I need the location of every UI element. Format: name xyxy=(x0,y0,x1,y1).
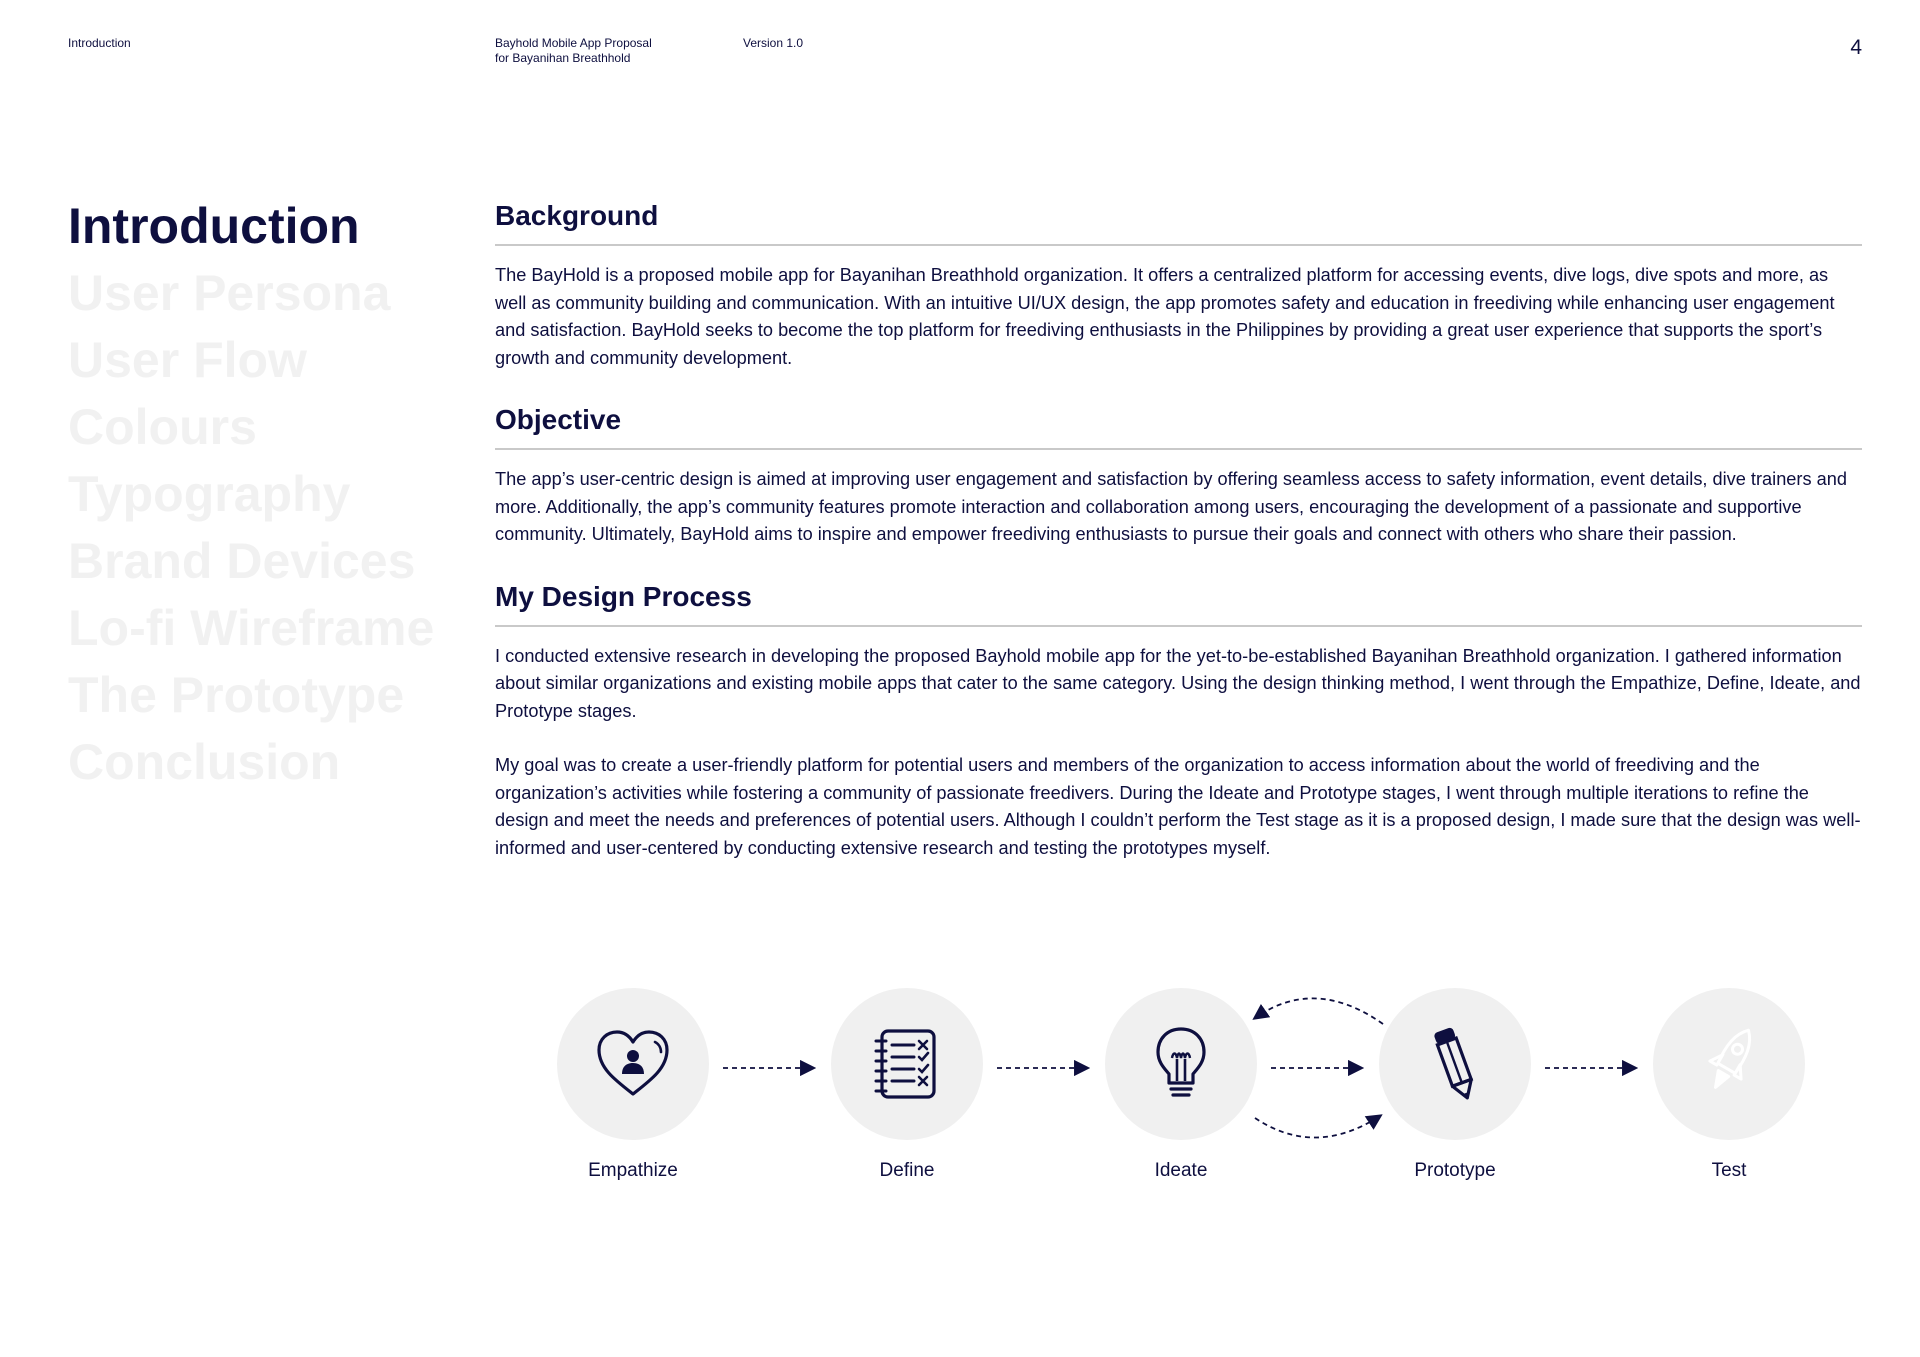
toc-item-conclusion[interactable]: Conclusion xyxy=(68,734,341,790)
design-process-body-1: I conducted extensive research in developing the proposed Bayhold mobile app for the yet-to-be-established Bayanihan Breathhold organization. I gathered information about similar organizations and existing mobile apps that cater to the same category. Using the design thinking method, I went through the Empathize, Define, Ideate, and Prototype stages. xyxy=(495,645,1861,721)
table-of-contents xyxy=(68,193,434,796)
toc-item-lofi-wireframe[interactable]: Lo-fi Wireframe xyxy=(68,600,435,656)
design-process-diagram xyxy=(495,988,1862,1188)
header-section-label: Introduction xyxy=(68,36,131,50)
step-label-define: Define xyxy=(879,1160,935,1181)
design-process-title: My Design Process xyxy=(495,581,1862,627)
checklist-icon xyxy=(872,1027,942,1101)
background-body: The BayHold is a proposed mobile app for Bayanihan Breathhold organization. It offers a centralized platform for accessing events, dive logs, dive spots and more, as well as community building and communication. With an intuitive UI/UX design, the app promotes safety and education in freediving while enhancing user engagement and satisfaction. BayHold seeks to become the top platform for freediving enthusiasts in the Philippines by providing a great user experience that supports the sport’s growth and community development. xyxy=(495,265,1835,368)
toc-item-user-flow[interactable]: User Flow xyxy=(68,332,307,388)
step-label-ideate: Ideate xyxy=(1154,1160,1208,1181)
rocket-icon xyxy=(1699,1019,1759,1109)
step-label-prototype: Prototype xyxy=(1414,1160,1496,1181)
objective-body: The app’s user-centric design is aimed at improving user engagement and satisfaction by offering seamless access to safety information, event details, dive trainers and more. Additionally, the app’s community features promote interaction and collaboration among users, encouraging the development of a passionate and supportive community. Ultimately, BayHold aims to inspire and empower freediving enthusiasts to pursue their goals and connect with others who share their passion. xyxy=(495,469,1847,544)
step-test xyxy=(1653,988,1805,1182)
toc-item-user-persona[interactable]: User Persona xyxy=(68,265,391,321)
design-process-section xyxy=(495,581,1862,863)
arrow-prototype-to-ideate-loop xyxy=(1255,998,1383,1024)
header-doc-title xyxy=(495,36,695,66)
toc-item-typography[interactable]: Typography xyxy=(68,466,351,522)
step-ideate xyxy=(1105,988,1257,1182)
toc-item-brand-devices[interactable]: Brand Devices xyxy=(68,533,416,589)
step-label-test: Test xyxy=(1711,1160,1747,1181)
header-doc-title-line1: Bayhold Mobile App Proposal xyxy=(495,36,652,50)
heart-person-icon xyxy=(595,1028,671,1100)
step-define xyxy=(831,988,983,1182)
design-process-body-2: My goal was to create a user-friendly platform for potential users and members of the organization to access information about the world of freediving and the organization’s activities while fostering a community of passionate freedivers. During the Ideate and Prototype stages, I went through multiple iterations to refine the design and meet the needs and preferences of potential users. Although I couldn’t perform the Test stage as it is a proposed design, I made sure that the design was well-informed and user-centered by conducting extensive research and testing the prototypes myself. xyxy=(495,755,1861,858)
main-content xyxy=(495,200,1862,894)
step-label-empathize: Empathize xyxy=(588,1160,678,1181)
pencil-icon xyxy=(1425,1024,1485,1104)
objective-title: Objective xyxy=(495,404,1862,450)
background-title: Background xyxy=(495,200,1862,246)
background-section xyxy=(495,200,1862,372)
arrow-ideate-to-prototype-loop xyxy=(1255,1116,1380,1138)
toc-item-the-prototype[interactable]: The Prototype xyxy=(68,667,405,723)
header-version: Version 1.0 xyxy=(743,36,804,50)
step-prototype xyxy=(1379,988,1531,1182)
lightbulb-icon xyxy=(1153,1025,1209,1103)
toc-item-introduction[interactable]: Introduction xyxy=(68,198,360,254)
objective-section xyxy=(495,404,1862,549)
page-number: 4 xyxy=(1850,36,1862,59)
toc-item-colours[interactable]: Colours xyxy=(68,399,257,455)
header-doc-title-line2: for Bayanihan Breathhold xyxy=(495,51,631,65)
step-empathize xyxy=(557,988,709,1182)
